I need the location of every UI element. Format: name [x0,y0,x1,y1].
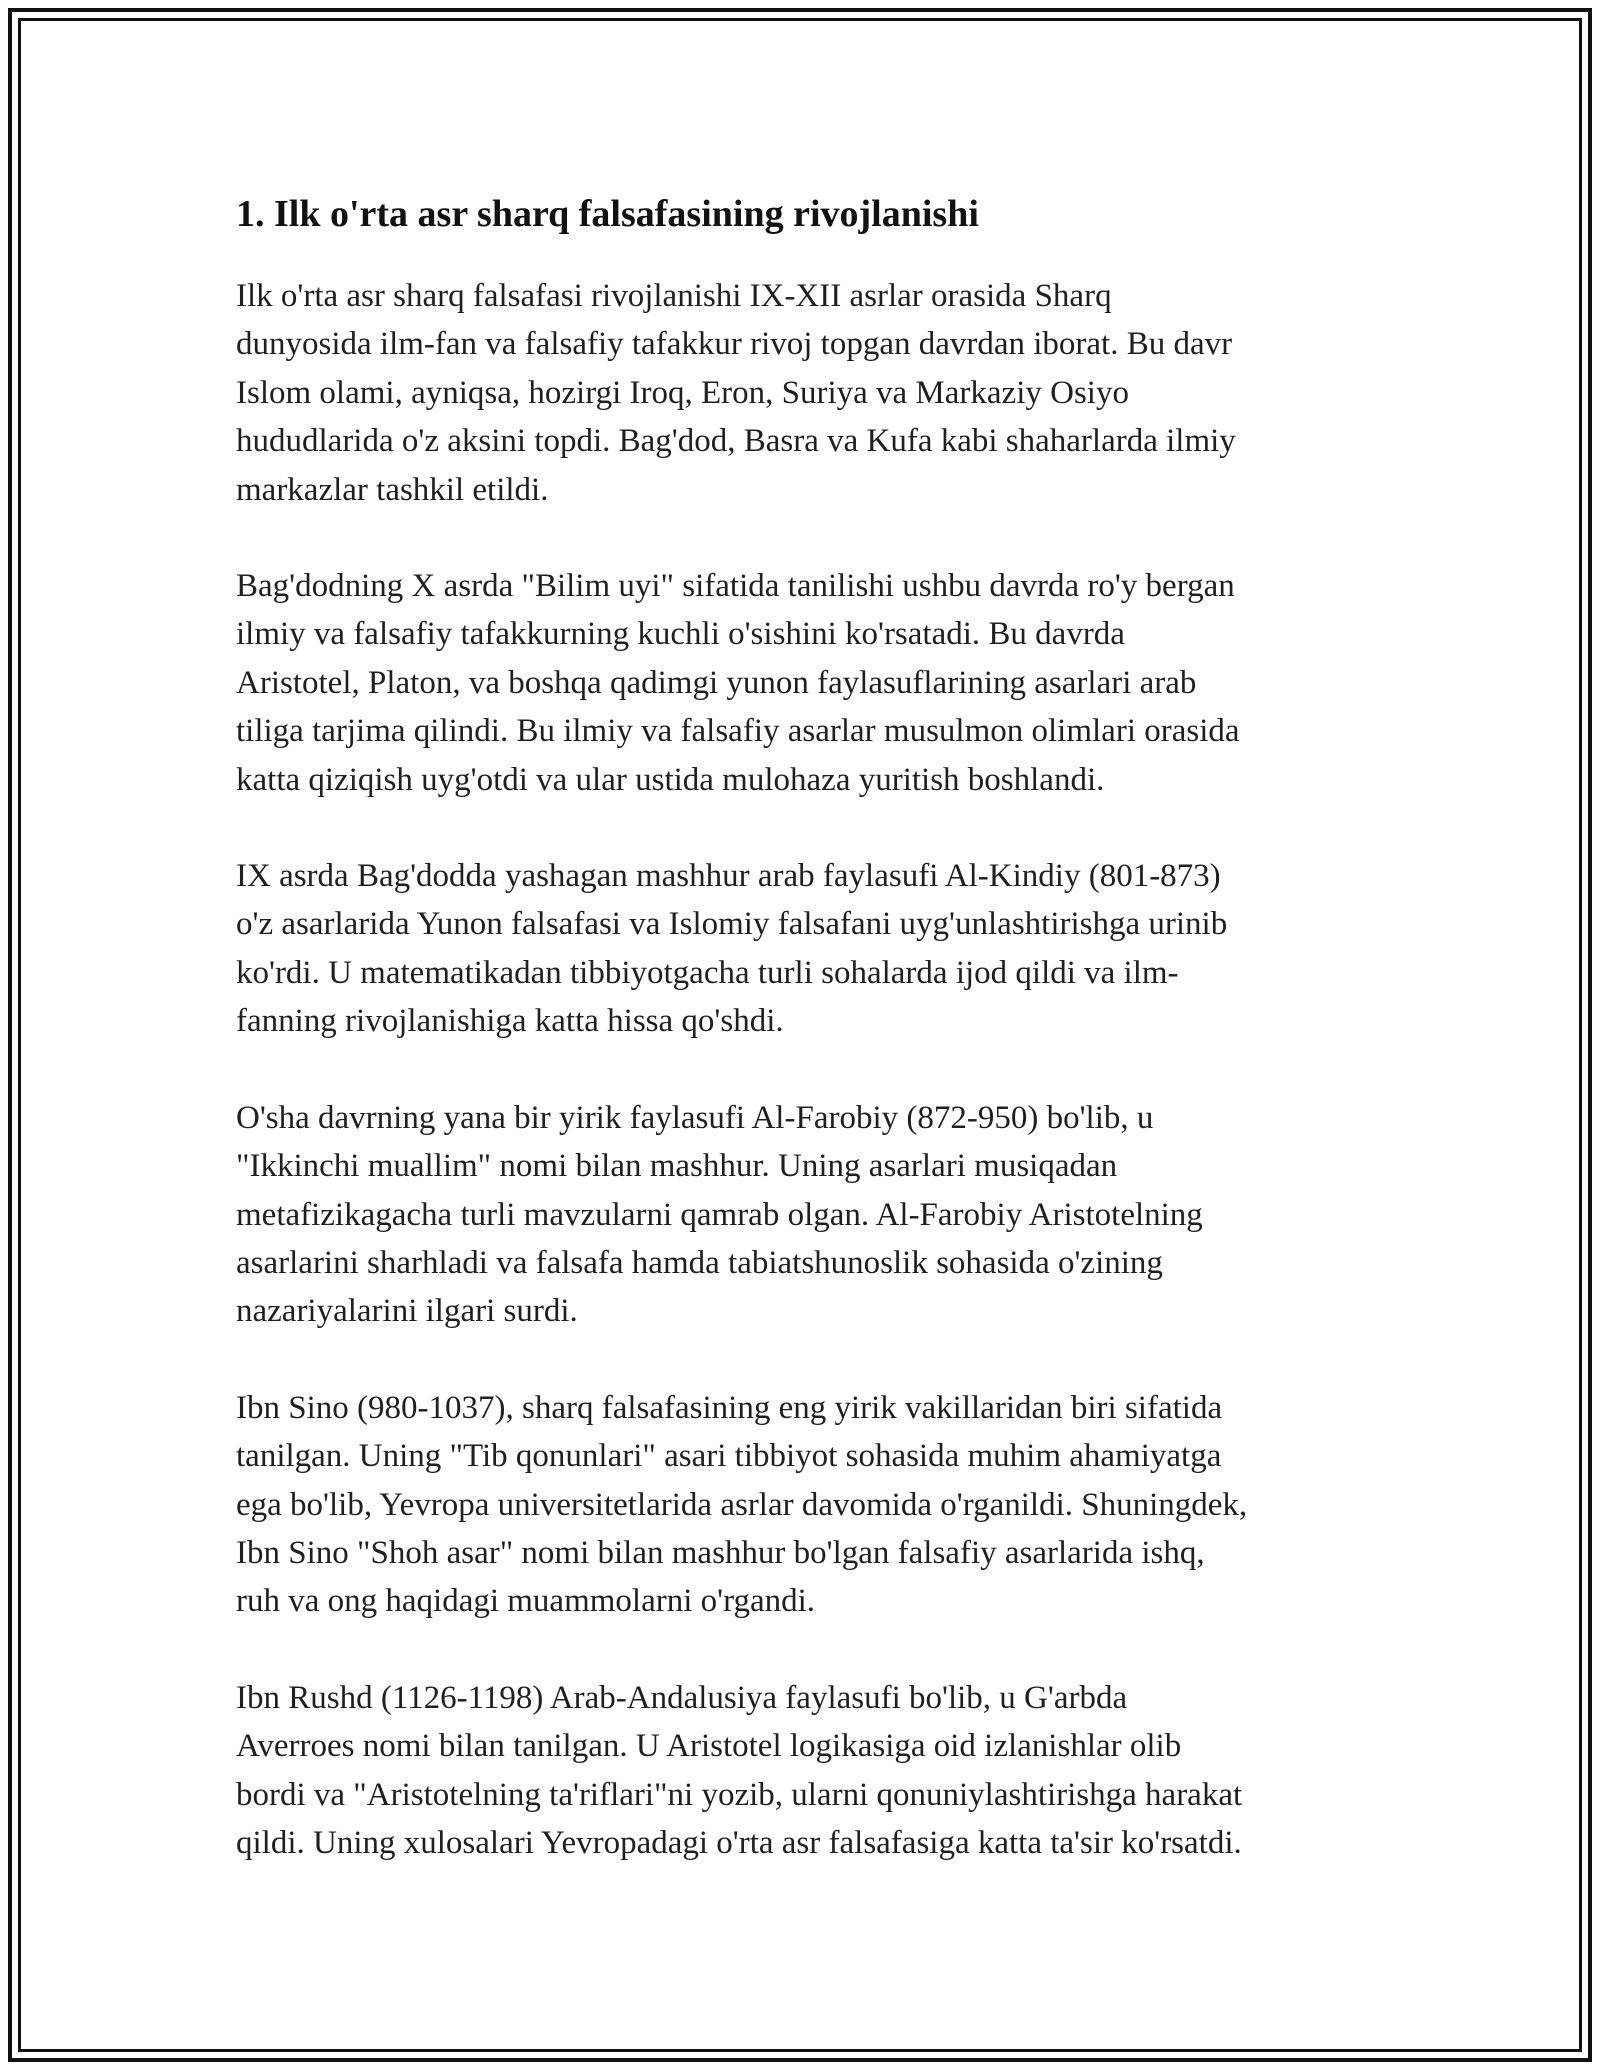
paragraph-intro [236,272,1376,514]
paragraph-al-kindiy [236,852,1376,1046]
paragraph-line: O'sha davrning yana bir yirik faylasufi Al-Farobiy (872-950) bo'lib, u [236,1099,1154,1136]
paragraph-line: tanilgan. Uning "Tib qonunlari" asari tibbiyot sohasida muhim ahamiyatga [236,1438,1222,1475]
paragraph-line: Ilk o'rta asr sharq falsafasi rivojlanishi IX-XII asrlar orasida Sharq [236,278,1112,314]
paragraph-line: Bag'dodning X asrda "Bilim uyi" sifatida tanilishi ushbu davrda ro'y bergan [236,568,1235,605]
paragraph-ibn-sino [236,1384,1376,1626]
paragraph-line: "Ikkinchi muallim" nomi bilan mashhur. Uning asarlari musiqadan [236,1148,1118,1185]
paragraph-line: ko'rdi. U matematikadan tibbiyotgacha turli sohalarda ijod qildi va ilm- [236,954,1179,991]
paragraph-line: katta qiziqish uyg'otdi va ular ustida mulohaza yuritish boshlandi. [236,761,1105,798]
paragraph-line: ruh va ong haqidagi muammolarni o'rgandi. [236,1583,816,1620]
paragraph-line: markazlar tashkil etildi. [236,471,549,508]
paragraph-baghdad [236,562,1376,804]
paragraph-line: fanning rivojlanishiga katta hissa qo'shdi. [236,1003,784,1040]
document-body [236,186,1376,1915]
section-heading: 1. Ilk o'rta asr sharq falsafasining rivojlanishi [236,193,979,235]
paragraph-line: ega bo'lib, Yevropa universitetlarida asrlar davomida o'rganildi. Shuningdek, [236,1486,1248,1523]
paragraph-line: qildi. Uning xulosalari Yevropadagi o'rta asr falsafasiga katta ta'sir ko'rsatdi. [236,1824,1242,1861]
paragraph-line: metafizikagacha turli mavzularni qamrab olgan. Al-Farobiy Aristotelning [236,1196,1203,1233]
paragraph-line: bordi va "Aristotelning ta'riflari"ni yozib, ularni qonuniylashtirishga harakat [236,1776,1243,1813]
paragraph-line: hududlarida o'z aksini topdi. Bag'dod, Basra va Kufa kabi shaharlarda ilmiy [236,423,1236,460]
paragraph-line: nazariyalarini ilgari surdi. [236,1293,578,1330]
paragraph-line: Ibn Sino "Shoh asar" nomi bilan mashhur bo'lgan falsafiy asarlarida ishq, [236,1534,1205,1571]
paragraph-line: IX asrda Bag'dodda yashagan mashhur arab faylasufi Al-Kindiy (801-873) [236,858,1221,895]
paragraph-ibn-rushd [236,1674,1376,1868]
paragraph-line: o'z asarlarida Yunon falsafasi va Islomiy falsafani uyg'unlashtirishga urinib [236,906,1228,943]
paragraph-line: Ibn Rushd (1126-1198) Arab-Andalusiya faylasufi bo'lib, u G'arbda [236,1679,1128,1716]
paragraph-al-farobiy [236,1094,1376,1336]
paragraph-line: Aristotel, Platon, va boshqa qadimgi yunon faylasuflarining asarlari arab [236,664,1197,701]
paragraph-line: asarlarini sharhladi va falsafa hamda tabiatshunoslik sohasida o'zining [236,1244,1163,1281]
paragraph-line: dunyosida ilm-fan va falsafiy tafakkur rivoj topgan davrdan iborat. Bu davr [236,326,1233,363]
paragraph-line: Averroes nomi bilan tanilgan. U Aristotel logikasiga oid izlanishlar olib [236,1728,1182,1765]
paragraph-line: Ibn Sino (980-1037), sharq falsafasining eng yirik vakillaridan biri sifatida [236,1389,1223,1426]
paragraph-line: Islom olami, ayniqsa, hozirgi Iroq, Eron, Suriya va Markaziy Osiyo [236,374,1129,411]
paragraph-line: tiliga tarjima qilindi. Bu ilmiy va falsafiy asarlar musulmon olimlari orasida [236,713,1240,750]
paragraph-line: ilmiy va falsafiy tafakkurning kuchli o'sishini ko'rsatadi. Bu davrda [236,616,1125,653]
